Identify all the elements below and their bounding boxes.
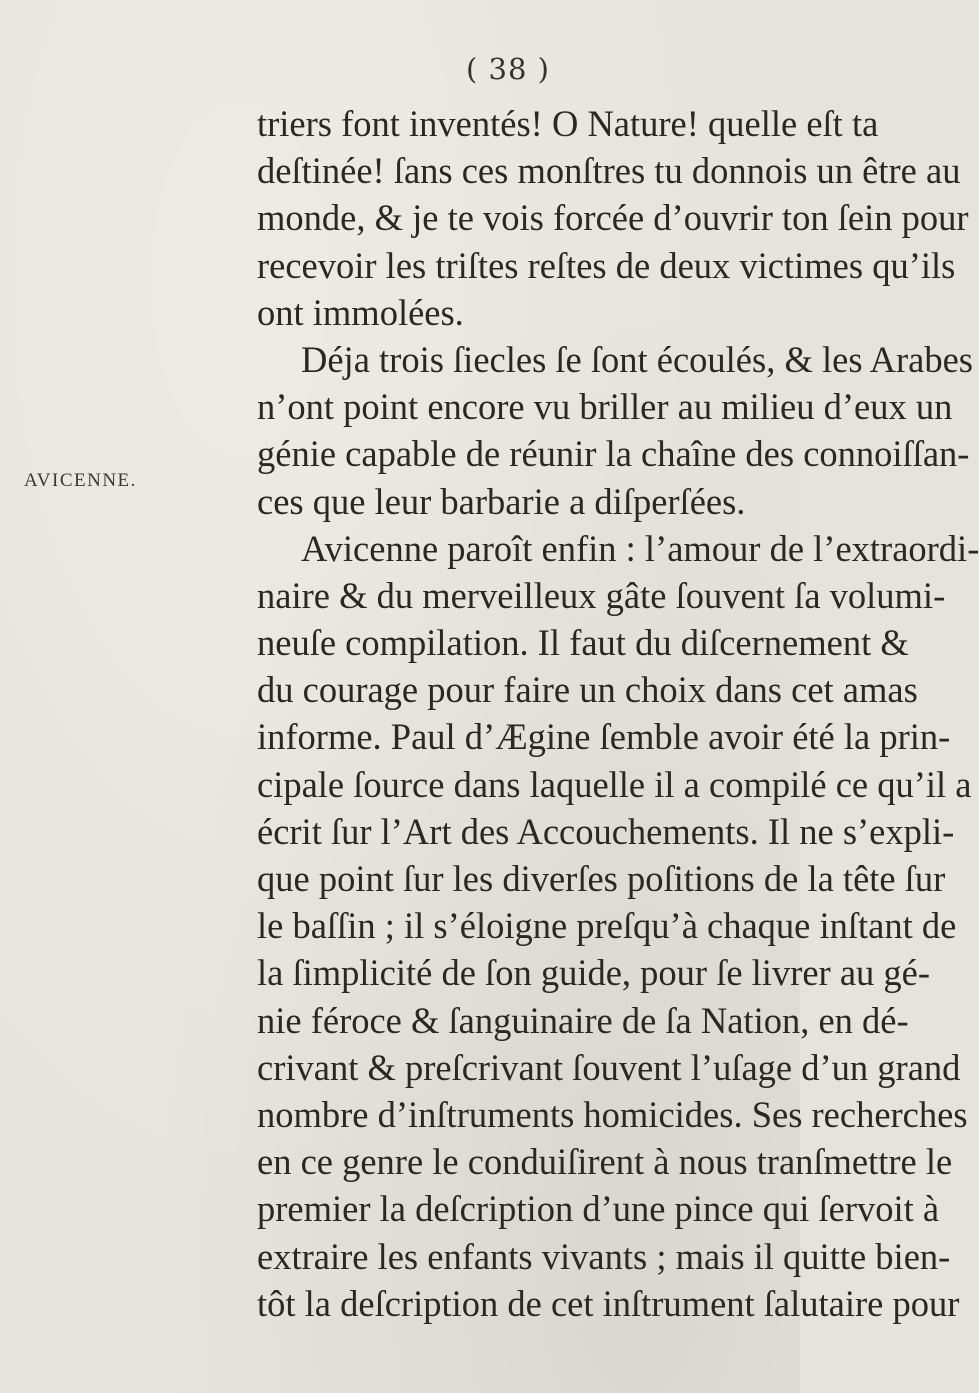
text-line: premier la deſcription d’une pince qui ſervoit à: [257, 1188, 940, 1230]
text-line: informe. Paul d’Ægine ſemble avoir été la prin-: [257, 716, 951, 758]
text-line: deſtinée! ſans ces monſtres tu donnois un être au: [257, 150, 961, 192]
text-line: nombre d’inſtruments homicides. Ses recherches: [257, 1093, 968, 1135]
text-line: recevoir les triſtes reſtes de deux victimes qu’ils: [257, 244, 956, 286]
text-line: tôt la deſcription de cet inſtrument ſalutaire pour: [257, 1282, 960, 1324]
text-line: triers font inventés! O Nature! quelle eſt ta: [257, 103, 879, 144]
text-line: ces que leur barbarie a diſperſées.: [257, 480, 746, 522]
text-line: cipale ſource dans laquelle il a compilé ce qu’il a: [257, 763, 972, 805]
text-line: du courage pour faire un choix dans cet amas: [257, 669, 918, 711]
text-line: crivant & preſcrivant ſouvent l’uſage d’un grand: [257, 1046, 961, 1088]
text-line: monde, & je te vois forcée d’ouvrir ton ſein pour: [257, 197, 969, 239]
text-line: ont immolées.: [257, 291, 464, 333]
text-line: n’ont point encore vu briller au milieu d’eux un: [257, 386, 953, 428]
text-line: naire & du merveilleux gâte ſouvent ſa volumi-: [257, 574, 946, 616]
text-line: en ce genre le conduiſirent à nous tranſmettre le: [257, 1141, 953, 1183]
paragraph-start-line: Avicenne paroît enfin : l’amour de l’extraordi-: [301, 527, 979, 569]
body-text: [257, 100, 979, 1327]
page-number: ( 38 ): [466, 52, 550, 86]
text-line: que point ſur les diverſes poſitions de la tête ſur: [257, 858, 946, 899]
text-line: nie féroce & ſanguinaire de ſa Nation, en dé-: [257, 999, 909, 1041]
paragraph-start-line: Déja trois ſiecles ſe ſont écoulés, & les Arabes: [301, 338, 974, 380]
text-line: la ſimplicité de ſon guide, pour ſe livrer au gé-: [257, 952, 931, 994]
text-line: génie capable de réunir la chaîne des connoiſſan-: [257, 433, 970, 475]
margin-note-avicenne: AVICENNE.: [24, 470, 137, 491]
text-line: extraire les enfants vivants ; mais il quitte bien-: [257, 1235, 951, 1277]
text-line: le baſſin ; il s’éloigne preſqu’à chaque inſtant de: [257, 905, 957, 947]
text-line: écrit ſur l’Art des Accouchements. Il ne s’expli-: [257, 810, 955, 852]
text-line: neuſe compilation. Il faut du diſcernement &: [257, 622, 909, 664]
